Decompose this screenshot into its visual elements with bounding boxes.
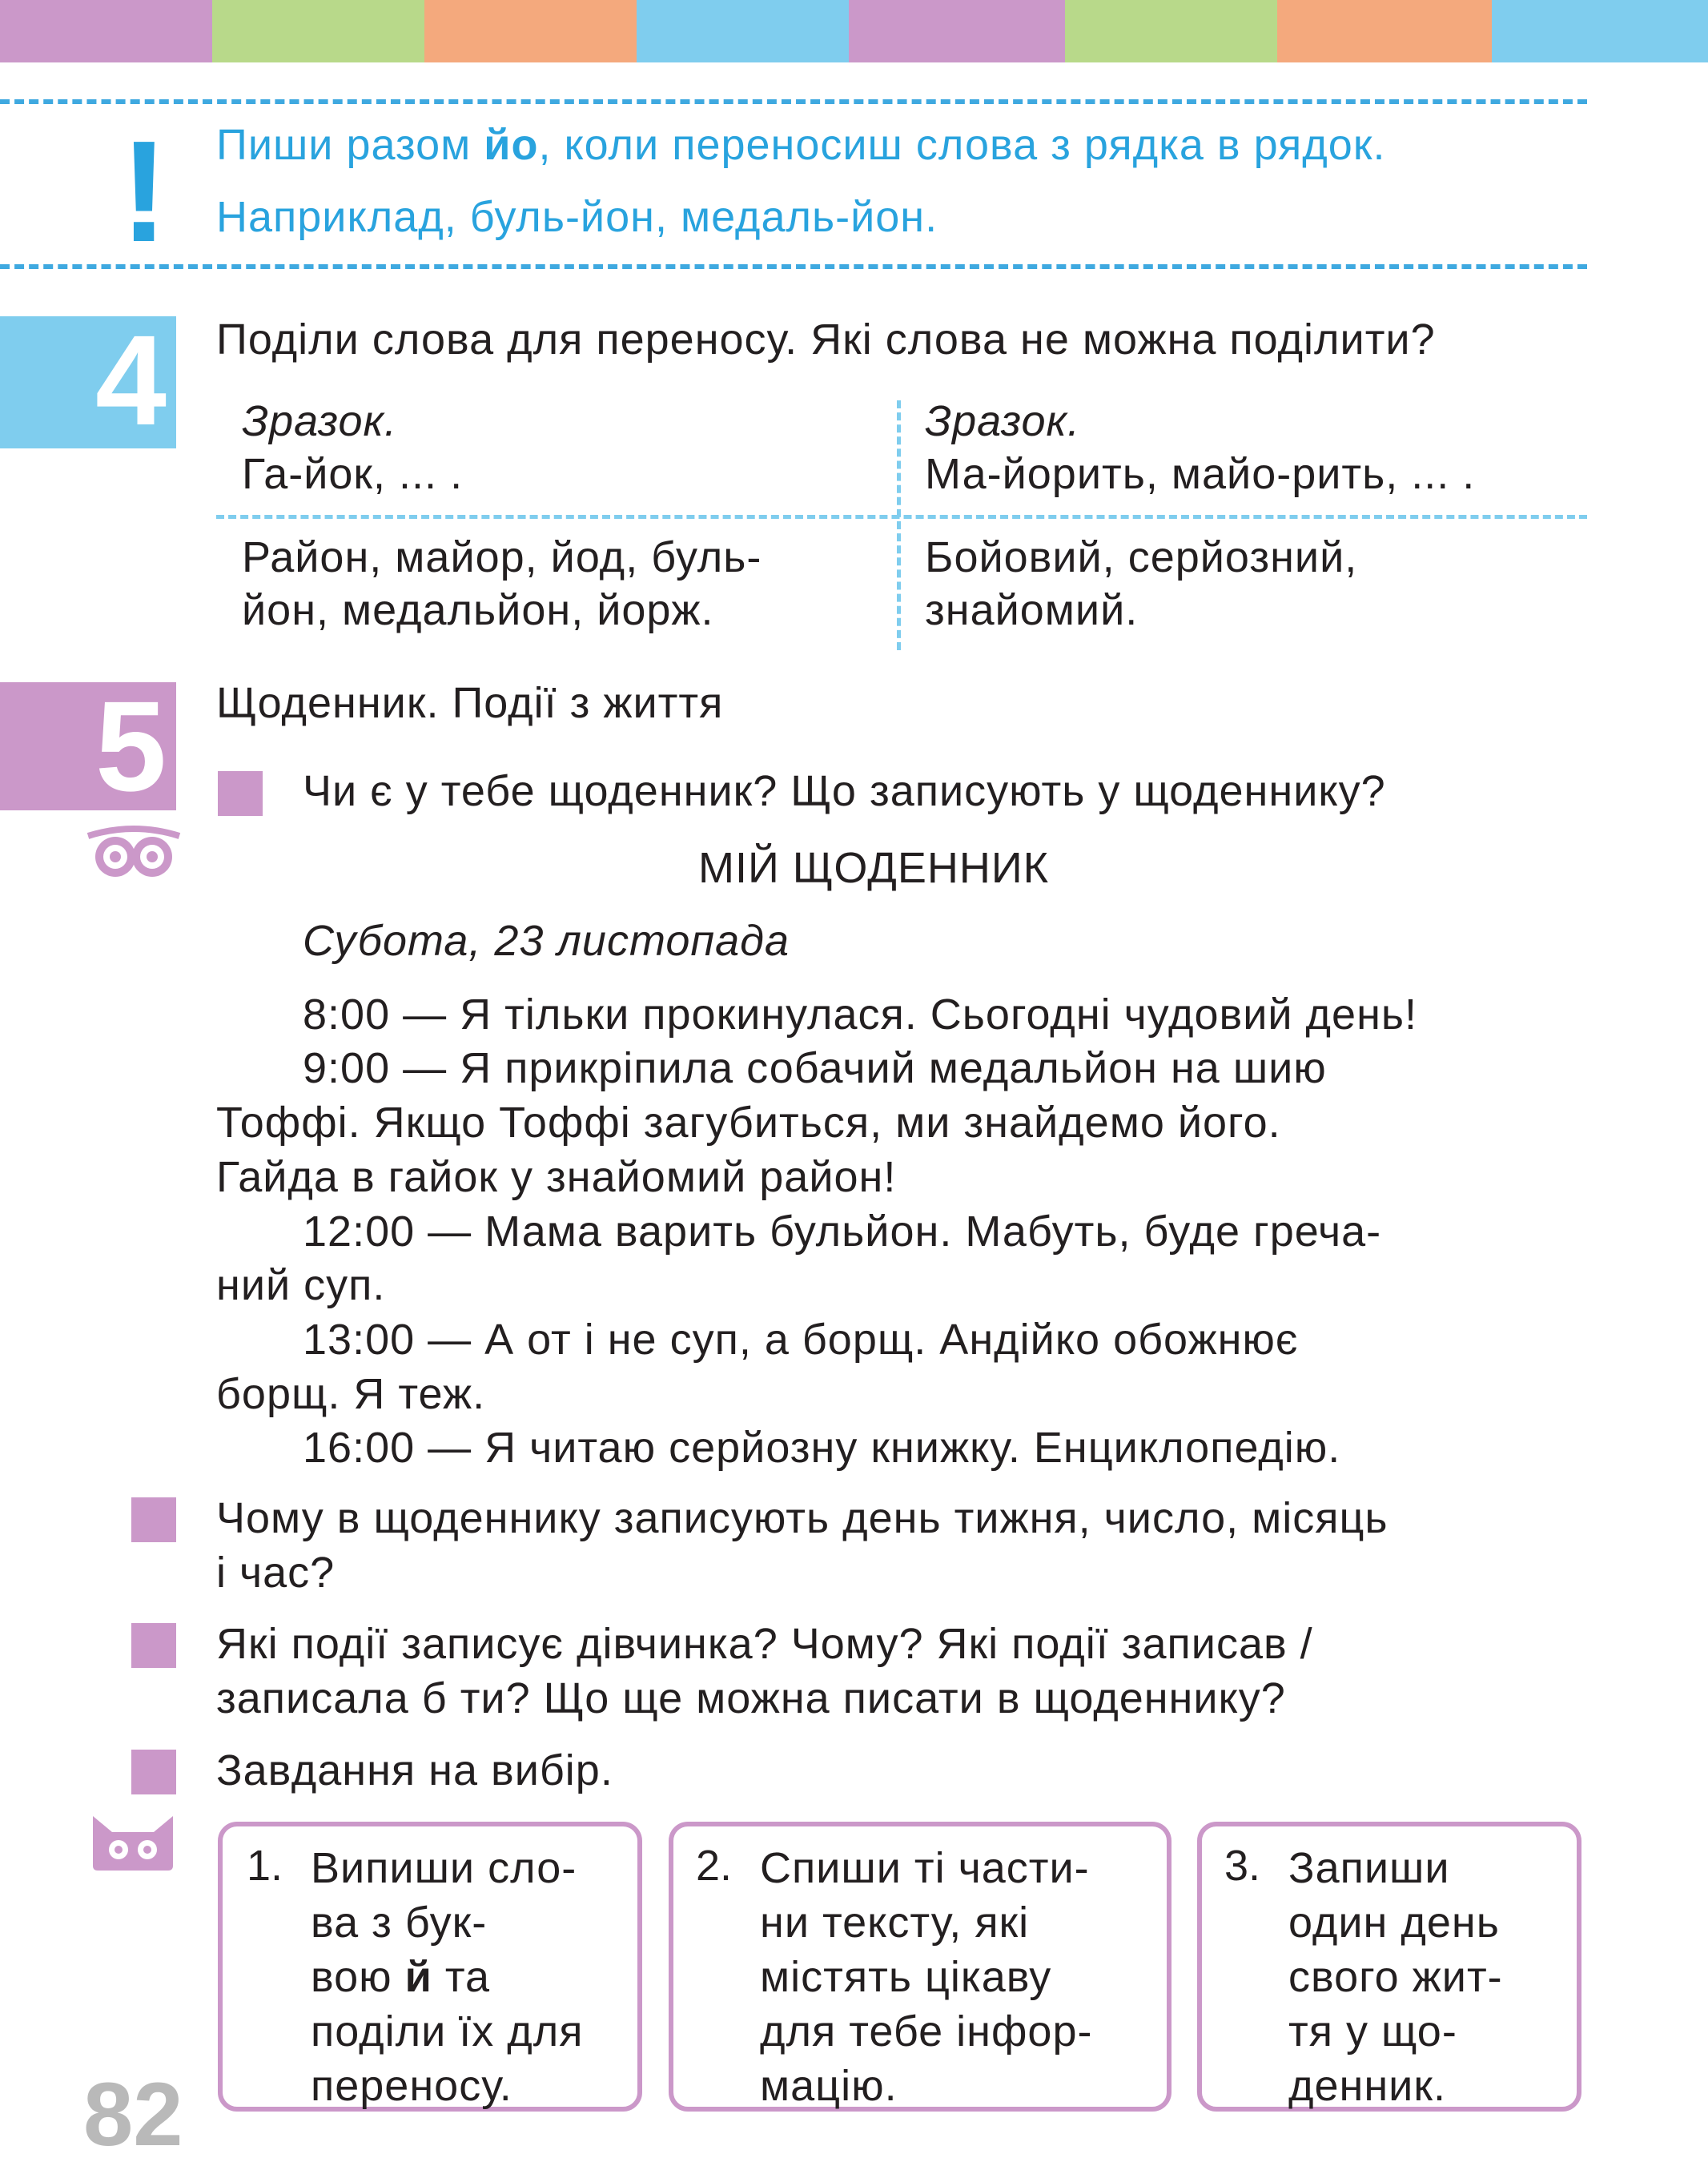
task4-left-sample-label: Зразок. bbox=[242, 397, 398, 445]
exclamation-icon: ! bbox=[120, 111, 168, 272]
stripe bbox=[424, 0, 637, 62]
choice-number: 2. bbox=[696, 1842, 733, 1890]
task4-left-sample: Га-йок, ... . bbox=[242, 450, 464, 498]
task4-column-divider bbox=[897, 400, 901, 650]
task4-row-divider bbox=[216, 515, 1587, 519]
rule-line-1: Пиши разом йо, коли переносиш слова з рядка в рядок. bbox=[216, 121, 1386, 169]
stripe bbox=[637, 0, 849, 62]
diary-line: ний суп. bbox=[216, 1261, 386, 1309]
diary-line: 13:00 — А от і не суп, а борщ. Андійко обожнює bbox=[303, 1316, 1299, 1364]
diary-line: Гайда в гайок у знайомий район! bbox=[216, 1153, 897, 1201]
task4-right-sample-label: Зразок. bbox=[925, 397, 1081, 445]
task4-right-words-2: знайомий. bbox=[925, 586, 1139, 634]
diary-line: 8:00 — Я тільки прокинулася. Сьогодні чудовий день! bbox=[303, 991, 1418, 1039]
task-number-4: 4 bbox=[0, 316, 176, 448]
stripe bbox=[849, 0, 1065, 62]
task-number-5: 5 bbox=[0, 682, 176, 810]
rule-bottom-divider bbox=[0, 264, 1587, 269]
stripe bbox=[1492, 0, 1708, 62]
stripe bbox=[1277, 0, 1492, 62]
task5-question-3-line-2: записала б ти? Що ще можна писати в щоденнику? bbox=[216, 1674, 1286, 1722]
choice-box-2 bbox=[669, 1822, 1171, 2112]
task4-instruction: Поділи слова для переносу. Які слова не можна поділити? bbox=[216, 315, 1436, 364]
page-number: 82 bbox=[83, 2064, 183, 2164]
task4-right-sample: Ма-йорить, майо-рить, ... . bbox=[925, 450, 1476, 498]
bullet-square bbox=[218, 771, 263, 816]
diary-line: борщ. Я теж. bbox=[216, 1370, 486, 1418]
choice-box-1 bbox=[218, 1822, 642, 2112]
diary-date: Субота, 23 листопада bbox=[303, 917, 790, 965]
choice-text: Випиши сло- ва з бук- вою й та поділи їх для переносу. bbox=[311, 1844, 584, 2110]
diary-line: 9:00 — Я прикріпила собачий медальйон на шию bbox=[303, 1044, 1327, 1092]
owl-eyes-icon bbox=[83, 825, 184, 881]
stripe bbox=[0, 0, 212, 62]
diary-title: МІЙ ЩОДЕННИК bbox=[698, 844, 1050, 892]
rule-line-2: Наприклад, буль-йон, медаль-йон. bbox=[216, 193, 938, 241]
task5-question-3-line-1: Які події записує дівчинка? Чому? Які події записав / bbox=[216, 1620, 1313, 1668]
choice-number: 3. bbox=[1224, 1842, 1261, 1890]
task5-title: Щоденник. Події з життя bbox=[216, 679, 724, 727]
diary-line: 12:00 — Мама варить бульйон. Мабуть, буде греча- bbox=[303, 1208, 1382, 1256]
task4-left-words-2: йон, медальйон, йорж. bbox=[242, 586, 714, 634]
choice-number: 1. bbox=[247, 1842, 283, 1890]
bullet-square bbox=[131, 1497, 176, 1542]
task4-left-words-1: Район, майор, йод, буль- bbox=[242, 533, 762, 581]
task5-question-2-line-2: і час? bbox=[216, 1549, 336, 1597]
diary-line: Тоффі. Якщо Тоффі загубиться, ми знайдемо його. bbox=[216, 1099, 1281, 1147]
stripe bbox=[1065, 0, 1277, 62]
diary-line: 16:00 — Я читаю серйозну книжку. Енциклопедію. bbox=[303, 1424, 1341, 1472]
task5-question-2-line-1: Чому в щоденнику записують день тижня, число, місяць bbox=[216, 1494, 1389, 1542]
stripe bbox=[212, 0, 424, 62]
task4-right-words-1: Бойовий, серйозний, bbox=[925, 533, 1358, 581]
rule-top-divider bbox=[0, 99, 1587, 104]
choice-text: Спиши ті части- ни тексту, які містять цікаву для тебе інфор- мацію. bbox=[760, 1844, 1093, 2110]
bullet-square bbox=[131, 1623, 176, 1668]
choice-box-3 bbox=[1197, 1822, 1581, 2112]
task5-choice-label: Завдання на вибір. bbox=[216, 1746, 613, 1794]
task5-question-1: Чи є у тебе щоденник? Що записують у щоденнику? bbox=[303, 767, 1386, 815]
choice-text: Запиши один день свого жит- тя у що- денник. bbox=[1288, 1844, 1503, 2110]
bullet-square bbox=[131, 1750, 176, 1794]
cat-icon bbox=[88, 1811, 178, 1872]
